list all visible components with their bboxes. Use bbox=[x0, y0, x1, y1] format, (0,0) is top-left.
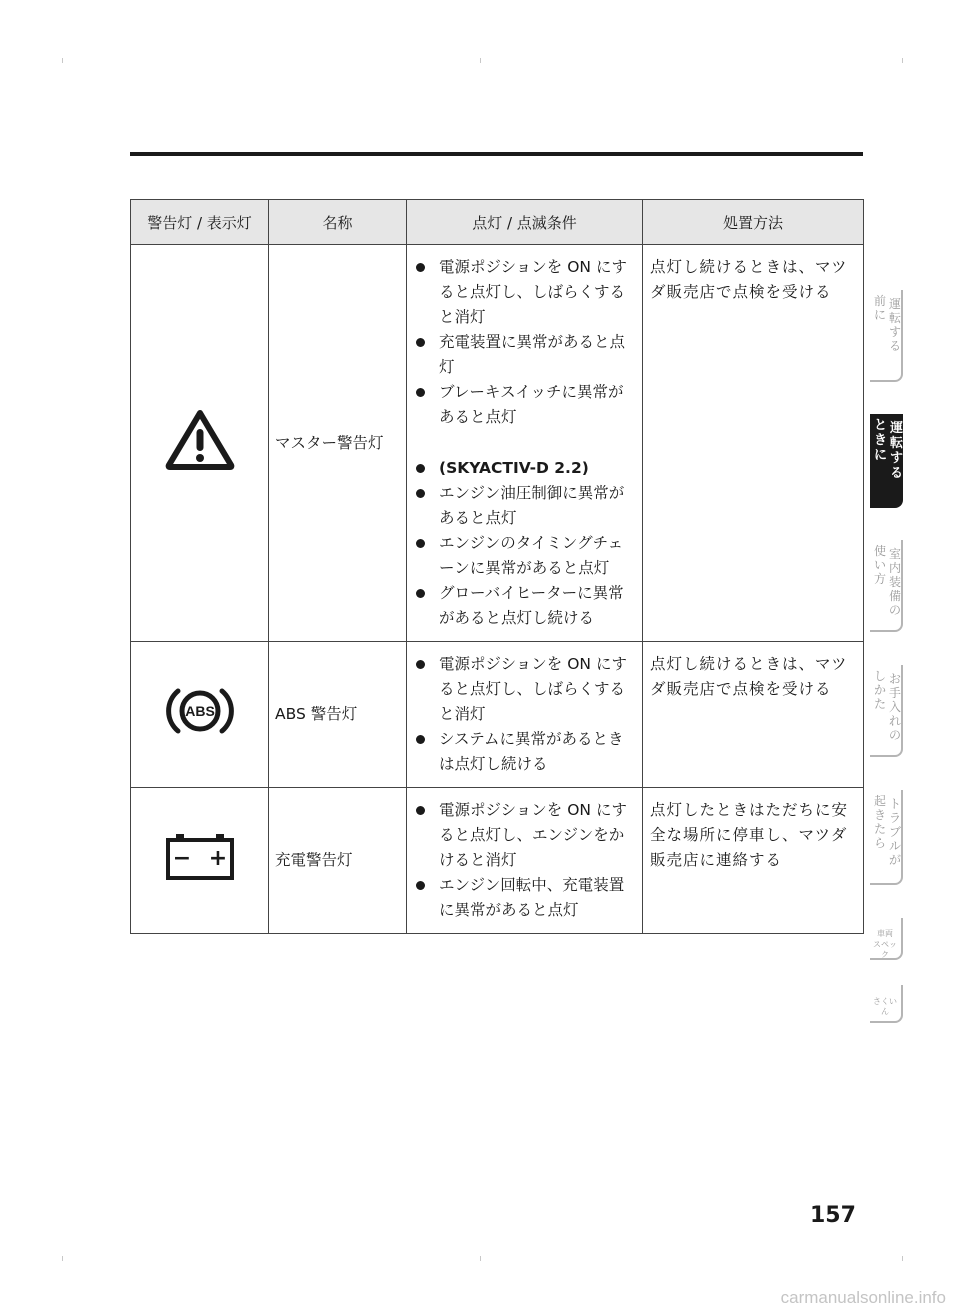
abs-warning-icon-cell bbox=[131, 642, 269, 788]
crop-mark bbox=[62, 1256, 63, 1261]
warning-light-table bbox=[130, 199, 864, 934]
action-charging-warning bbox=[643, 788, 864, 934]
battery-warning-icon-cell bbox=[131, 788, 269, 934]
side-tab-line: トラブルが bbox=[888, 797, 901, 867]
table-row-charging-warning bbox=[131, 788, 864, 934]
header-rule bbox=[130, 152, 863, 156]
table-row-abs-warning bbox=[131, 642, 864, 788]
action-text: 点灯したときはただちに安全な場所に停車し、マツダ販売店に連絡する bbox=[650, 801, 849, 869]
name-charging-warning: 充電警告灯 bbox=[269, 788, 407, 934]
table-row-master-warning bbox=[131, 245, 864, 642]
battery-warning-icon bbox=[164, 833, 236, 881]
side-tab-line: 使い方 bbox=[873, 544, 886, 586]
battery-plus-sign: + bbox=[208, 845, 227, 871]
side-tab-line: 室内装備の bbox=[888, 547, 901, 617]
side-tab-line: さくいん bbox=[873, 997, 897, 1016]
conditions-abs-warning bbox=[407, 642, 643, 788]
battery-minus-sign: − bbox=[172, 845, 191, 871]
list-item: グローバイヒーターに異常があると点灯し続ける bbox=[411, 581, 636, 631]
master-warning-icon bbox=[164, 407, 236, 471]
name-master-warning: マスター警告灯 bbox=[269, 245, 407, 642]
action-text: 点灯し続けるときは、マツダ販売店で点検を受ける bbox=[650, 258, 848, 301]
header-icon: 警告灯 / 表示灯 bbox=[131, 200, 269, 245]
conditions-charging-warning bbox=[407, 788, 643, 934]
list-item: エンジン油圧制御に異常があると点灯 bbox=[411, 481, 636, 531]
list-item: エンジン回転中、充電装置に異常があると点灯 bbox=[411, 873, 636, 923]
header-conditions: 点灯 / 点滅条件 bbox=[407, 200, 643, 245]
list-item: システムに異常があるときは点灯し続ける bbox=[411, 727, 636, 777]
side-tab-interior[interactable] bbox=[870, 540, 903, 632]
side-tab-line: しかた bbox=[873, 669, 886, 711]
action-text: 点灯し続けるときは、マツダ販売店で点検を受ける bbox=[650, 655, 848, 698]
side-tab-line: お手入れの bbox=[888, 672, 901, 742]
list-item: ブレーキスイッチに異常があると点灯 bbox=[411, 380, 636, 430]
side-tab-line: 起きたら bbox=[873, 794, 886, 850]
abs-warning-icon bbox=[164, 683, 236, 739]
list-item: (SKYACTIV-D 2.2) bbox=[411, 456, 636, 481]
abs-icon-label: ABS bbox=[184, 702, 215, 719]
list-item: 電源ポジションを ON にすると点灯し、しばらくすると消灯 bbox=[411, 652, 636, 727]
watermark: carmanualsonline.info bbox=[780, 1288, 946, 1307]
side-tab-index[interactable] bbox=[870, 985, 903, 1023]
side-tab-line: 運転する bbox=[889, 421, 903, 481]
side-tab-before-driving[interactable] bbox=[870, 290, 903, 382]
side-tab-maintenance[interactable] bbox=[870, 665, 903, 757]
header-name: 名称 bbox=[269, 200, 407, 245]
name-abs-warning: ABS 警告灯 bbox=[269, 642, 407, 788]
action-abs-warning bbox=[643, 642, 864, 788]
list-item: 電源ポジションを ON にすると点灯し、しばらくすると消灯 bbox=[411, 255, 636, 330]
crop-mark bbox=[480, 1256, 481, 1261]
side-tab-line: 車両 bbox=[877, 929, 893, 938]
side-tab-when-driving[interactable] bbox=[870, 414, 903, 508]
crop-mark bbox=[62, 58, 63, 63]
page-number: 157 bbox=[810, 1203, 856, 1228]
list-item: 充電装置に異常があると点灯 bbox=[411, 330, 636, 380]
table-header-row bbox=[131, 200, 864, 245]
list-item: 電源ポジションを ON にすると点灯し、エンジンをかけると消灯 bbox=[411, 798, 636, 873]
list-item: エンジンのタイミングチェーンに異常があると点灯 bbox=[411, 531, 636, 581]
side-tab-line: ときに bbox=[873, 418, 887, 463]
side-tab-line: スペック bbox=[873, 940, 897, 959]
side-tab-specs[interactable] bbox=[870, 918, 903, 960]
side-tab-trouble[interactable] bbox=[870, 790, 903, 885]
side-tab-line: 前に bbox=[873, 294, 886, 322]
crop-mark bbox=[480, 58, 481, 63]
side-tab-line: 運転する bbox=[888, 297, 901, 353]
conditions-master-warning bbox=[407, 245, 643, 642]
crop-mark bbox=[902, 1256, 903, 1261]
action-master-warning bbox=[643, 245, 864, 642]
header-action: 処置方法 bbox=[643, 200, 864, 245]
master-warning-icon-cell bbox=[131, 245, 269, 642]
crop-mark bbox=[902, 58, 903, 63]
